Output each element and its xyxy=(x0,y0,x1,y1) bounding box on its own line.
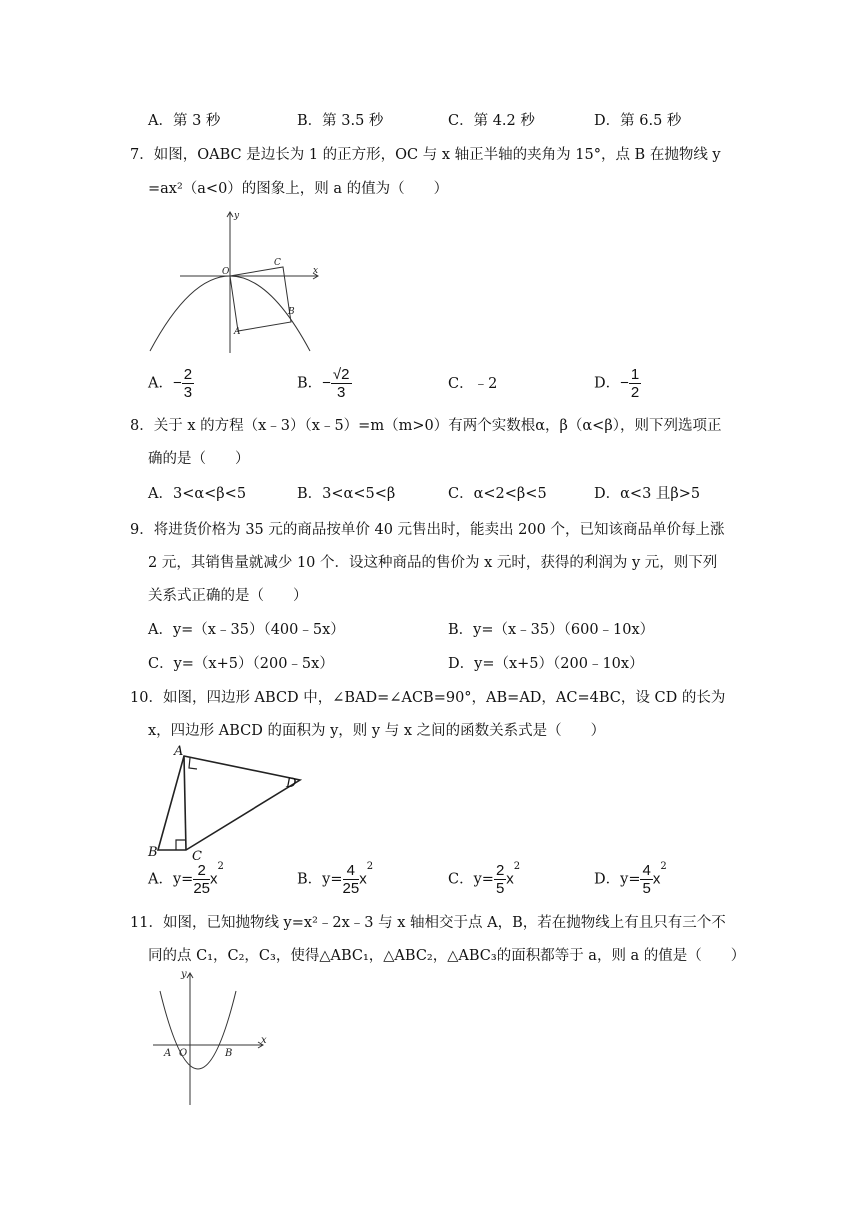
q9-option-d: D．y=（x+5）（200﹣10x） xyxy=(448,656,644,672)
q7-stem-line2: =ax²（a<0）的图象上，则 a 的值为（ ） xyxy=(148,181,449,197)
q11-label-a: A xyxy=(164,1048,172,1059)
q9-stem-line2: 2 元，其销售量就减少 10 个．设这种商品的售价为 x 元时，获得的利润为 y 元，则下列 xyxy=(148,555,718,571)
q11-label-x: x xyxy=(261,1035,267,1046)
q7-label-y: y xyxy=(234,211,240,221)
q7-option-a: A．− $\frac{2}{3}$ xyxy=(148,366,193,401)
q9-option-b: B．y=（x﹣35）（600﹣10x） xyxy=(448,622,655,638)
q11-stem-line1: 11．如图，已知抛物线 y=x²﹣2x﹣3 与 x 轴相交于点 A，B，若在抛物线上有且只有三个不 xyxy=(130,915,726,931)
q8-option-d: D．α<3 且β>5 xyxy=(594,486,701,502)
q10-option-c: C．y= $\frac{2}{5}$ $x^2$ xyxy=(448,861,521,897)
q8-option-c: C．α<2<β<5 xyxy=(448,486,547,502)
q7-label-b: B xyxy=(288,307,295,317)
q11-label-y: y xyxy=(181,969,187,980)
q7-option-c: C．﹣2 xyxy=(448,376,498,392)
q10-figure xyxy=(140,744,310,862)
q10-stem-line1: 10．如图，四边形 ABCD 中，∠BAD=∠ACB=90°，AB=AD，AC=4BC，设 CD 的长为 xyxy=(130,690,726,706)
q10-label-c: C xyxy=(192,849,202,862)
q10-diagonal-ac xyxy=(184,756,186,850)
q7-label-c: C xyxy=(274,258,281,268)
q7-figure xyxy=(140,208,340,358)
q8-option-b: B．3<α<5<β xyxy=(297,486,396,502)
q10-label-b: B xyxy=(148,845,158,860)
q9-option-a: A．y=（x﹣35）（400﹣5x） xyxy=(148,622,345,638)
q11-label-b: B xyxy=(225,1048,233,1059)
q7-label-x: x xyxy=(313,266,319,276)
q10-option-d: D．y= $\frac{4}{5}$ $x^2$ xyxy=(594,861,667,897)
q11-stem-line2: 同的点 C₁，C₂，C₃，使得△ABC₁，△ABC₂，△ABC₃的面积都等于 a，则 a 的值是（ ） xyxy=(148,948,746,964)
q10-option-b: B．y= $\frac{4}{25}$ $x^2$ xyxy=(297,861,374,897)
q8-stem-line2: 确的是（ ） xyxy=(148,451,250,467)
q10-option-a: A．y= $\frac{2}{25}$ $x^2$ xyxy=(148,861,224,897)
q9-option-c: C．y=（x+5）（200﹣5x） xyxy=(148,656,334,672)
q7-stem-line1: 7．如图，OABC 是边长为 1 的正方形，OC 与 x 轴正半轴的夹角为 15°，点 B 在抛物线 y xyxy=(130,147,721,163)
q7-label-a: A xyxy=(234,327,241,337)
q10-label-d: D xyxy=(286,776,297,791)
q6-option-b: B．第 3.5 秒 xyxy=(297,113,384,129)
q7-option-b: B．− $\frac{√2}{3}$ xyxy=(297,366,350,401)
q8-option-a: A．3<α<β<5 xyxy=(148,486,247,502)
q10-stem-line2: x，四边形 ABCD 的面积为 y，则 y 与 x 之间的函数关系式是（ ） xyxy=(148,723,606,739)
q10-right-angle-a xyxy=(189,758,197,769)
q10-label-a: A xyxy=(174,744,184,759)
q6-option-d: D．第 6.5 秒 xyxy=(594,113,682,129)
q11-label-o: O xyxy=(179,1048,188,1059)
q10-quadrilateral xyxy=(158,756,300,850)
q11-figure xyxy=(145,965,275,1107)
q10-right-angle-c xyxy=(176,840,186,850)
q8-stem-line1: 8．关于 x 的方程（x﹣3）（x﹣5）=m（m>0）有两个实数根α，β（α<β），则下列选项正 xyxy=(130,418,722,434)
q7-label-o: O xyxy=(222,267,230,277)
q6-option-a: A．第 3 秒 xyxy=(148,113,221,129)
q7-option-d: D．− $\frac{1}{2}$ xyxy=(594,366,640,401)
q9-stem-line3: 关系式正确的是（ ） xyxy=(148,588,308,604)
q9-stem-line1: 9．将进货价格为 35 元的商品按单价 40 元售出时，能卖出 200 个，已知该商品单价每上涨 xyxy=(130,522,725,538)
q6-option-c: C．第 4.2 秒 xyxy=(448,113,535,129)
